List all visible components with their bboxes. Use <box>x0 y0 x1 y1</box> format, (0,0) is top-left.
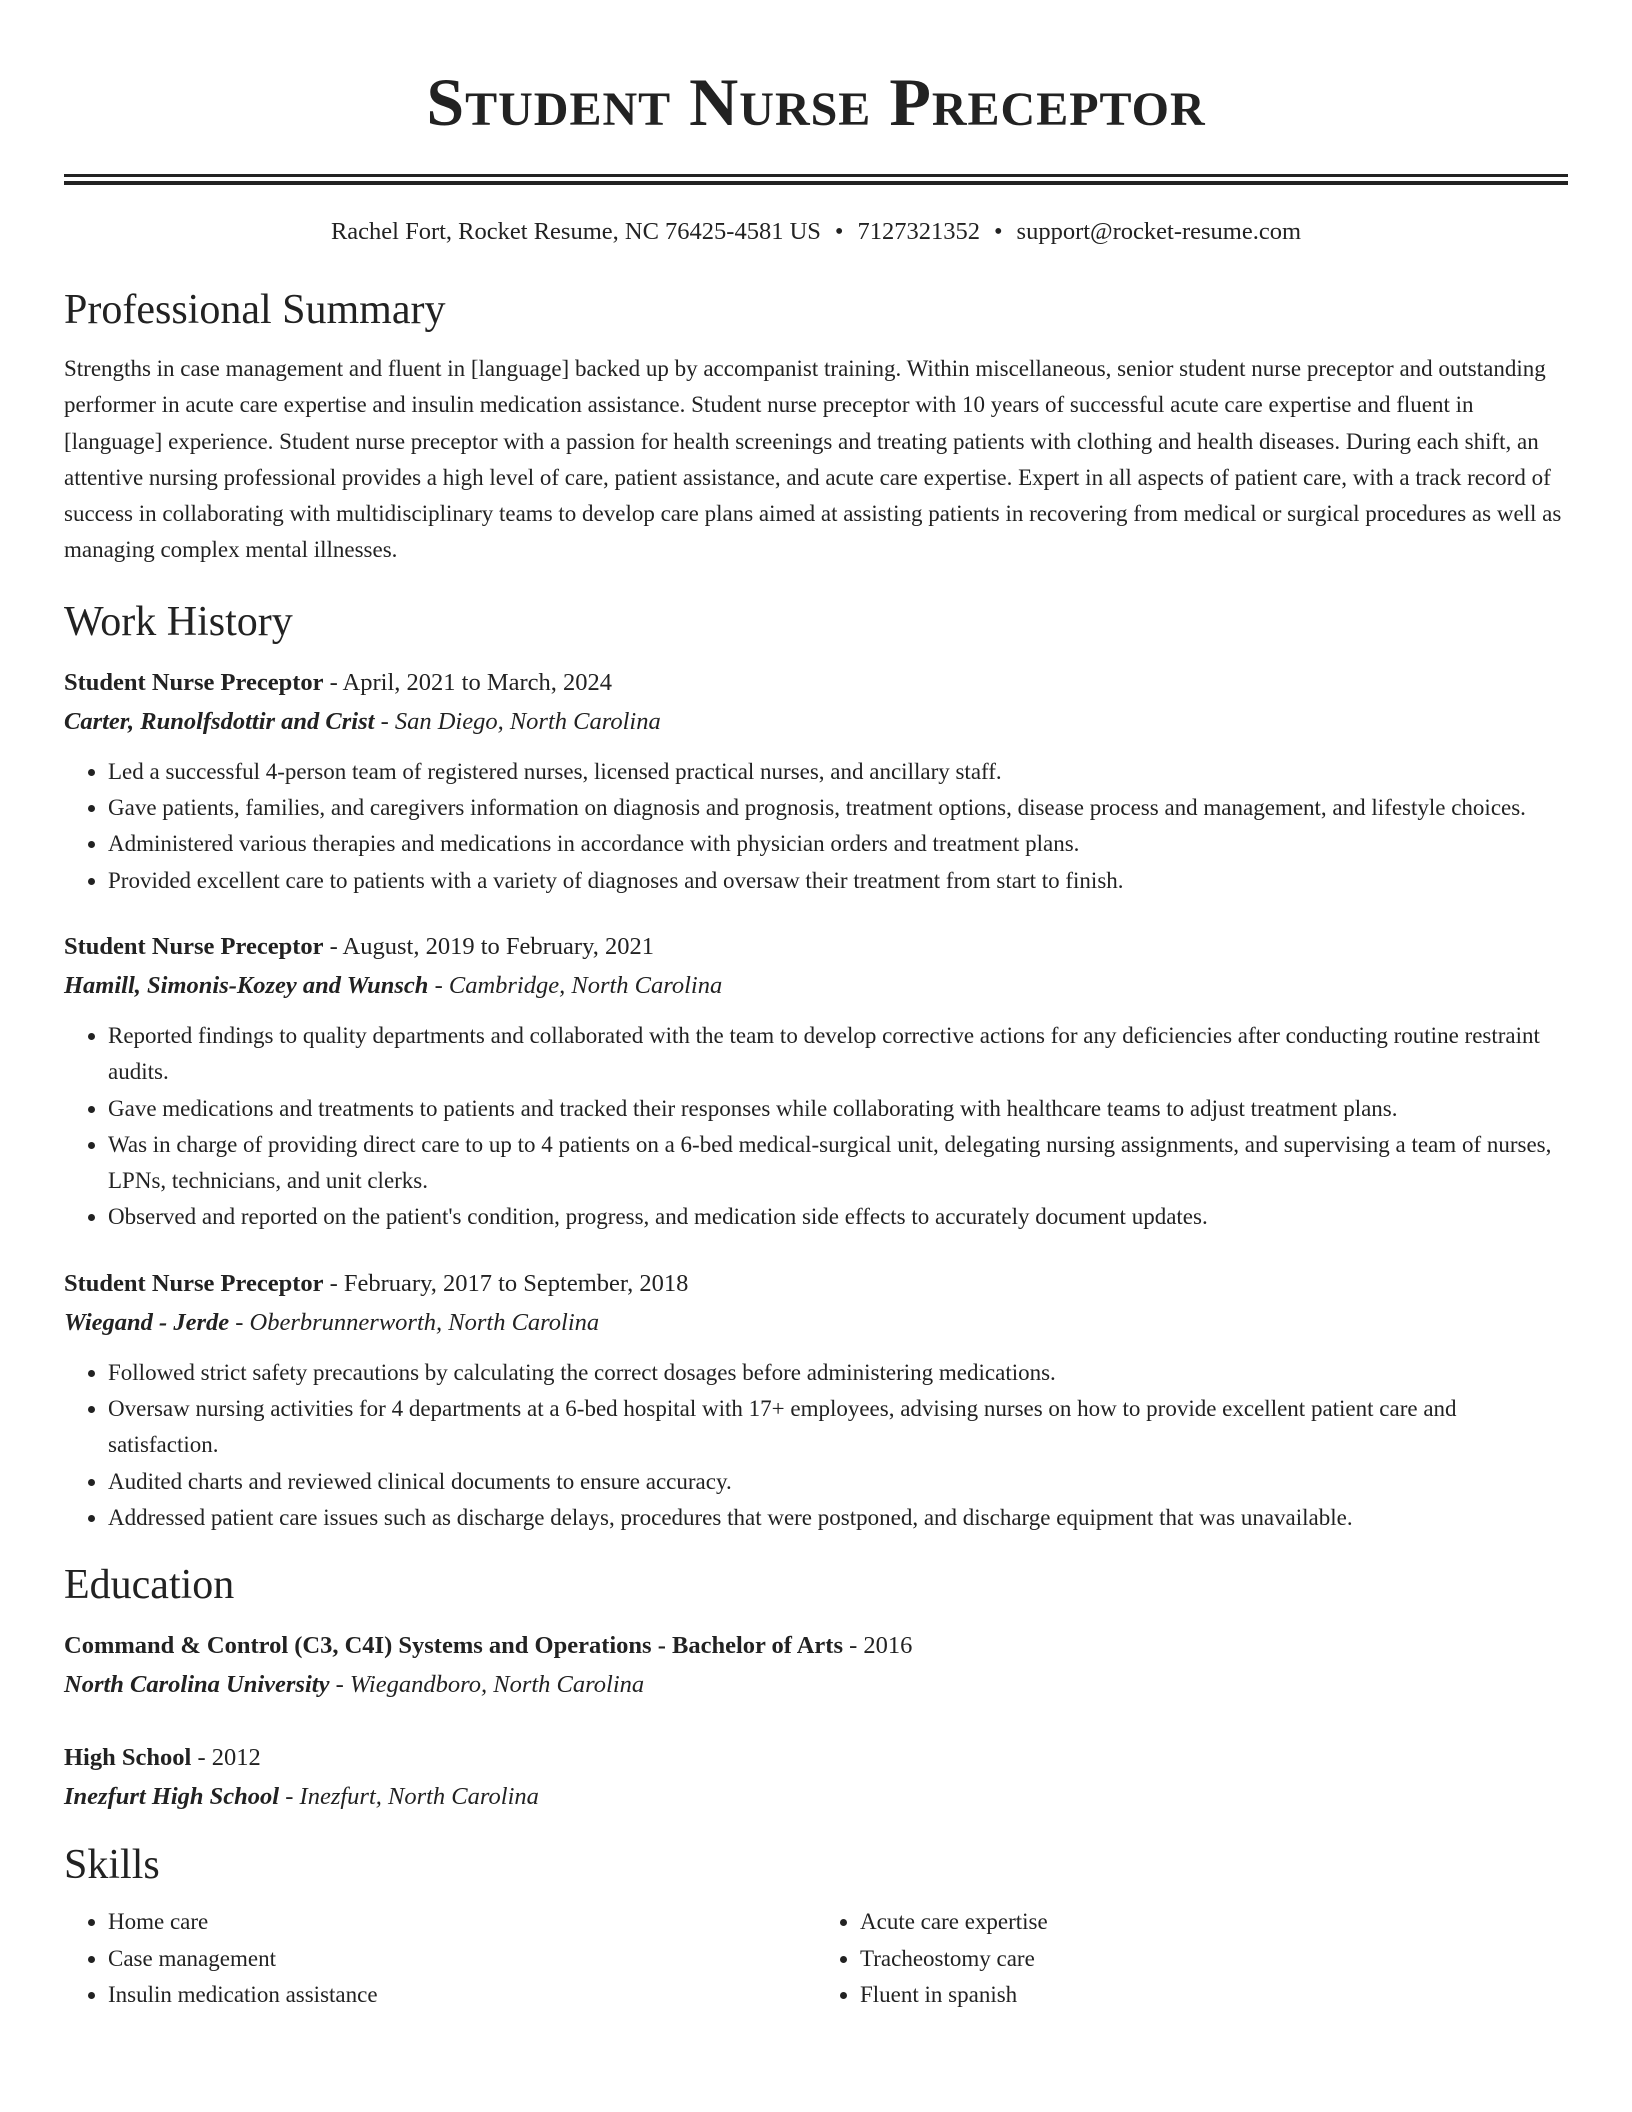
contact-address: Rachel Fort, Rocket Resume, NC 76425-4581 US <box>330 218 821 245</box>
skills-list <box>64 1904 1568 2013</box>
job-title-line <box>64 663 1568 702</box>
job-bullets <box>64 1018 1568 1236</box>
contact-separator: • <box>834 218 844 245</box>
education-school: North Carolina University <box>64 1671 330 1699</box>
education-degree-line <box>64 1626 1568 1665</box>
job-location: - Oberbrunnerworth, North Carolina <box>229 1308 600 1336</box>
job-entry <box>64 927 1568 1236</box>
contact-separator: • <box>993 218 1003 245</box>
list-item: • Was in charge of providing direct care to up to 4 patients on a 6-bed medical-surgical unit, delegating nursing assignments, and supervising a team of nurses, LPNs, technicians, and unit clerks. <box>108 1127 1568 1200</box>
resume-name: Student Nurse Preceptor <box>426 64 1206 140</box>
education-school-line <box>64 1777 1568 1816</box>
education-location: - Wiegandboro, North Carolina <box>329 1671 645 1699</box>
job-role: Student Nurse Preceptor <box>64 1269 324 1297</box>
education-school-line <box>64 1665 1568 1704</box>
contact-line <box>64 215 1568 249</box>
skill-item: • Home care <box>108 1904 816 1940</box>
header-divider <box>64 174 1568 185</box>
skill-item: • Tracheostomy care <box>860 1941 1568 1977</box>
list-item: • Provided excellent care to patients with a variety of diagnoses and oversaw their treatment from start to finish. <box>108 863 1568 899</box>
list-item: • Audited charts and reviewed clinical documents to ensure accuracy. <box>108 1464 1568 1500</box>
skill-item: • Insulin medication assistance <box>108 1977 816 2013</box>
job-bullets <box>64 754 1568 899</box>
list-item: • Observed and reported on the patient's condition, progress, and medication side effects to accurately document updates. <box>108 1199 1568 1235</box>
education-year: - 2016 <box>843 1632 913 1660</box>
education-degree: Command & Control (C3, C4I) Systems and Operations - Bachelor of Arts <box>64 1632 843 1660</box>
contact-email: support@rocket-resume.com <box>1016 218 1302 245</box>
job-employer-line <box>64 702 1568 741</box>
education-degree: High School <box>64 1744 192 1772</box>
list-item: • Followed strict safety precautions by calculating the correct dosages before administering medications. <box>108 1355 1568 1391</box>
job-entry <box>64 1264 1568 1536</box>
job-employer-line <box>64 1303 1568 1342</box>
job-title-line <box>64 927 1568 966</box>
skill-item: • Fluent in spanish <box>860 1977 1568 2013</box>
education-entry <box>64 1738 1568 1816</box>
job-dates: - April, 2021 to March, 2024 <box>323 668 613 696</box>
list-item: • Gave medications and treatments to patients and tracked their responses while collaborating with healthcare teams to adjust treatment plans. <box>108 1091 1568 1127</box>
job-role: Student Nurse Preceptor <box>64 668 324 696</box>
job-location: - Cambridge, North Carolina <box>428 971 723 999</box>
job-employer: Carter, Runolfsdottir and Crist <box>64 707 375 735</box>
list-item: • Administered various therapies and medications in accordance with physician orders and treatment plans. <box>108 826 1568 862</box>
job-title-line <box>64 1264 1568 1303</box>
skills-column-left <box>64 1904 816 2013</box>
list-item: • Addressed patient care issues such as discharge delays, procedures that were postponed, and discharge equipment that was unavailable. <box>108 1500 1568 1536</box>
skill-item: • Acute care expertise <box>860 1904 1568 1940</box>
job-role: Student Nurse Preceptor <box>64 932 324 960</box>
job-employer: Hamill, Simonis-Kozey and Wunsch <box>64 971 429 999</box>
education-heading: Education <box>64 1562 235 1609</box>
education-entry <box>64 1626 1568 1704</box>
skills-heading: Skills <box>64 1842 160 1889</box>
job-dates: - August, 2019 to February, 2021 <box>323 932 654 960</box>
job-location: - San Diego, North Carolina <box>374 707 661 735</box>
job-entry <box>64 663 1568 899</box>
job-employer: Wiegand - Jerde <box>64 1308 230 1336</box>
list-item: • Gave patients, families, and caregivers information on diagnosis and prognosis, treatment options, disease process and management, and lifestyle choices. <box>108 790 1568 826</box>
education-degree-line <box>64 1738 1568 1777</box>
summary-text: Strengths in case management and fluent in [language] backed up by accompanist training. Within miscellaneous, senior student nurse preceptor and outstanding performer in acute care expertise and insulin medication assistance. Student nurse preceptor with 10 years of successful acute care expertise and fluent in [language] experience. Student nurse preceptor with a passion for health screenings and treating patients with clothing and health diseases. During each shift, an attentive nursing professional provides a high level of care, patient assistance, and acute care expertise. Expert in all aspects of patient care, with a track record of success in collaborating with multidisciplinary teams to develop care plans aimed at assisting patients in recovering from medical or surgical procedures as well as managing complex mental illnesses. <box>64 356 1562 563</box>
skill-item: • Case management <box>108 1941 816 1977</box>
list-item: • Reported findings to quality departments and collaborated with the team to develop corrective actions for any deficiencies after conducting routine restraint audits. <box>108 1018 1568 1091</box>
education-school: Inezfurt High School <box>64 1783 280 1811</box>
contact-phone: 7127321352 <box>857 218 980 245</box>
education-year: - 2012 <box>191 1744 261 1772</box>
job-dates: - February, 2017 to September, 2018 <box>323 1269 689 1297</box>
skills-column-right <box>816 1904 1568 2013</box>
job-bullets <box>64 1355 1568 1536</box>
list-item: • Oversaw nursing activities for 4 departments at a 6-bed hospital with 17+ employees, advising nurses on how to provide excellent patient care and satisfaction. <box>108 1391 1568 1464</box>
summary-heading: Professional Summary <box>64 287 446 333</box>
education-location: - Inezfurt, North Carolina <box>279 1783 539 1811</box>
work-history-heading: Work History <box>64 598 293 645</box>
list-item: • Led a successful 4-person team of registered nurses, licensed practical nurses, and ancillary staff. <box>108 754 1568 790</box>
job-employer-line <box>64 966 1568 1005</box>
